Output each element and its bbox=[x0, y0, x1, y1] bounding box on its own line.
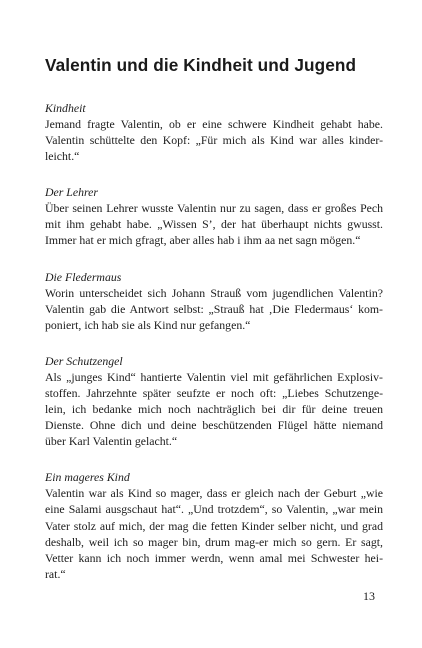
text-line: Worin unterscheidet sich Johann Strauß vom jugendlichen Valentin? bbox=[45, 285, 383, 300]
text-line: Dienste. Ohne dich und deine beschützenden Flügel hätte niemand bbox=[45, 418, 383, 433]
text-line: Valentin schüttelte den Kopf: „Für mich als Kind war alles kinder- bbox=[45, 133, 383, 148]
text-line: deshalb, weil ich so mager bin, drum mag-er mich so gern. Er sagt, bbox=[45, 534, 383, 549]
text-line: Als „junges Kind“ hantierte Valentin viel mit gefährlichen Explosiv- bbox=[45, 369, 383, 384]
text-line: Valentin war als Kind so mager, dass er gleich nach der Geburt „wie bbox=[45, 486, 383, 501]
text-line: Valentin gab die Antwort selbst: „Strauß hat ‚Die Fledermaus‘ kom- bbox=[45, 301, 383, 316]
text-line: rat.“ bbox=[45, 566, 66, 581]
text-line: stoffen. Jahrzehnte später seufzte er noch oft: „Liebes Schutzenge- bbox=[45, 385, 383, 400]
text-line: poniert, ich hab sie als Kind nur gefangen.“ bbox=[45, 317, 251, 332]
chapter-title: Valentin und die Kindheit und Jugend bbox=[45, 55, 357, 75]
text-line: Vetter kann ich noch immer werdn, wenn amal mei Schwester hei- bbox=[45, 550, 383, 565]
section-heading: Der Lehrer bbox=[45, 185, 98, 200]
section-der-schutzengel bbox=[45, 353, 383, 449]
section-kindheit bbox=[45, 100, 383, 164]
text-line: Immer hat er mich gfragt, aber alles hab i ihm aa net sagn mögen.“ bbox=[45, 233, 361, 248]
text-line: Vater stolz auf mich, der mag die fetten Kinder selber nicht, und grad bbox=[45, 518, 383, 533]
page-body bbox=[45, 100, 383, 602]
section-heading: Die Fledermaus bbox=[45, 269, 122, 284]
text-line: Über seinen Lehrer wusste Valentin nur zu sagen, dass er großes Pech bbox=[45, 201, 383, 216]
section-der-lehrer bbox=[45, 184, 383, 248]
section-ein-mageres-kind bbox=[45, 469, 383, 582]
section-die-fledermaus bbox=[45, 269, 383, 333]
text-line: über Karl Valentin gelacht.“ bbox=[45, 434, 178, 449]
page-number: 13 bbox=[363, 589, 375, 603]
text-line: mit ihm gehabt habe. „Wissen S’, der hat überhaupt nichts gwusst. bbox=[45, 217, 383, 232]
section-heading: Ein mageres Kind bbox=[45, 470, 130, 485]
text-line: eine Salami ausgschaut hat“. „Und trotzdem“, so Valentin, „war mein bbox=[45, 502, 383, 517]
section-heading: Der Schutzengel bbox=[45, 353, 123, 368]
text-line: lein, ich bedanke mich noch nachträglich bei dir für deine treuen bbox=[45, 402, 383, 417]
text-line: leicht.“ bbox=[45, 149, 80, 164]
section-heading: Kindheit bbox=[45, 101, 86, 115]
text-line: Jemand fragte Valentin, ob er eine schwere Kindheit gehabt habe. bbox=[45, 117, 383, 131]
